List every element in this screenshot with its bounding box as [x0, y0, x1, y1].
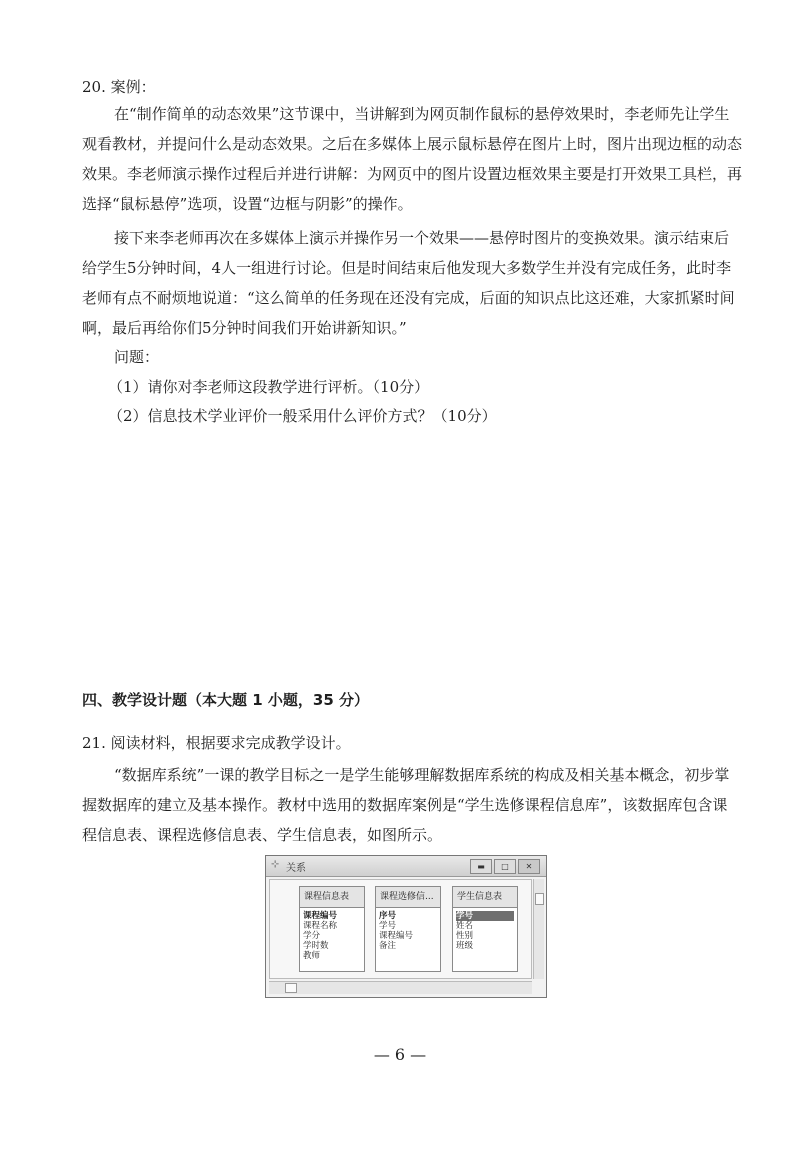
field-item[interactable]: 课程编号	[303, 911, 338, 921]
field-item[interactable]: 教师	[303, 951, 321, 961]
q20-question-1: （1）请你对李老师这段教学进行评析。（10分）	[108, 378, 430, 396]
table-student-info[interactable]	[452, 886, 518, 972]
field-item[interactable]: 姓名	[456, 921, 474, 931]
q20-heading: 20. 案例：	[82, 78, 156, 96]
close-icon[interactable]: ✕	[518, 859, 540, 874]
relationships-icon: ⊹	[271, 859, 280, 870]
horizontal-scrollbar[interactable]	[269, 981, 532, 994]
field-item[interactable]: 备注	[379, 941, 397, 951]
table-title: 课程选修信...	[376, 887, 440, 908]
table-title: 课程信息表	[300, 887, 364, 908]
field-item[interactable]: 学时数	[303, 941, 329, 951]
minimize-icon[interactable]: ▬	[470, 859, 492, 874]
field-item[interactable]: 学分	[303, 931, 321, 941]
relationships-figure	[265, 855, 547, 998]
q20-paragraph-1: 在“制作简单的动态效果”这节课中，当讲解到为网页制作鼠标的悬停效果时，李老师先让学生观看教材，并提问什么是动态效果。之后在多媒体上展示鼠标悬停在图片上时，图片出现边框的动态效果。李老师演示操作过程后并进行讲解：为网页中的图片设置边框效果主要是打开效果工具栏，再选择“鼠标悬停”选项，设置“边框与阴影”的操作。	[82, 105, 743, 213]
q20-questions-label: 问题：	[114, 348, 160, 366]
field-item-selected[interactable]: 学号	[456, 911, 514, 921]
section-4-title: 四、教学设计题（本大题 1 小题，35 分）	[82, 691, 369, 709]
field-item[interactable]: 课程名称	[303, 921, 338, 931]
q20-question-2: （2）信息技术学业评价一般采用什么评价方式？（10分）	[108, 407, 497, 425]
q21-heading: 21. 阅读材料，根据要求完成教学设计。	[82, 734, 351, 752]
scroll-thumb[interactable]	[535, 893, 544, 905]
window-controls	[470, 859, 540, 874]
window-title: 关系	[286, 863, 306, 874]
maximize-icon[interactable]: □	[494, 859, 516, 874]
relationships-canvas	[269, 879, 532, 979]
window-titlebar	[266, 856, 546, 877]
table-course-selection[interactable]	[375, 886, 441, 972]
table-course-info[interactable]	[299, 886, 365, 972]
field-item[interactable]: 学号	[379, 921, 397, 931]
table-title: 学生信息表	[453, 887, 517, 908]
field-item[interactable]: 性别	[456, 931, 474, 941]
scroll-thumb[interactable]	[285, 983, 297, 993]
field-item[interactable]: 课程编号	[379, 931, 414, 941]
vertical-scrollbar[interactable]	[533, 879, 544, 979]
q21-paragraph-1: “数据库系统”一课的教学目标之一是学生能够理解数据库系统的构成及相关基本概念，初步掌握数据库的建立及基本操作。教材中选用的数据库案例是“学生选修课程信息库”，该数据库包含课程信息表、课程选修信息表、学生信息表，如图所示。	[82, 766, 730, 844]
field-item[interactable]: 班级	[456, 941, 474, 951]
field-item[interactable]: 序号	[379, 911, 397, 921]
page-number: — 6 —	[373, 1045, 427, 1064]
q20-paragraph-2: 接下来李老师再次在多媒体上演示并操作另一个效果——悬停时图片的变换效果。演示结束后给学生5分钟时间，4人一组进行讨论。但是时间结束后他发现大多数学生并没有完成任务，此时李老师有点不耐烦地说道：“这么简单的任务现在还没有完成，后面的知识点比这还难，大家抓紧时间啊，最后再给你们5分钟时间我们开始讲新知识。”	[82, 229, 735, 337]
